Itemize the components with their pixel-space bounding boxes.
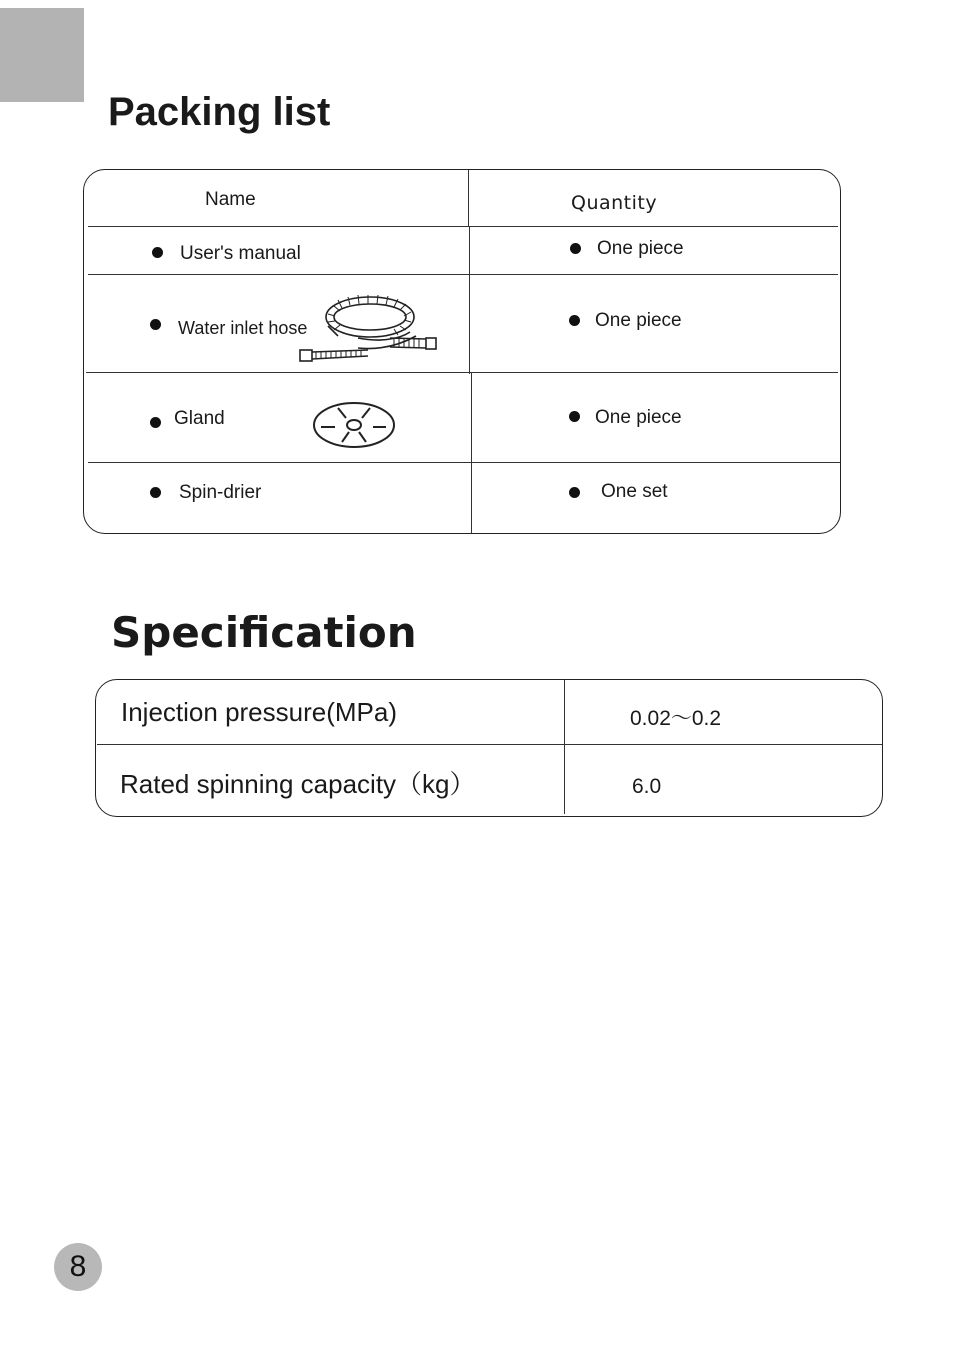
spec-label: Rated spinning capacity（kg） bbox=[120, 769, 476, 799]
table-divider bbox=[97, 744, 882, 745]
bullet bbox=[569, 487, 580, 498]
table-divider bbox=[88, 274, 838, 275]
item-name: Gland bbox=[174, 408, 225, 429]
page-number-text: 8 bbox=[69, 1250, 87, 1283]
packing-list-title: Packing list bbox=[108, 90, 331, 134]
column-divider bbox=[564, 680, 565, 814]
gland-icon bbox=[312, 401, 396, 449]
bullet bbox=[150, 417, 161, 428]
column-divider bbox=[469, 226, 470, 374]
item-quantity: One piece bbox=[595, 310, 682, 331]
item-quantity: One piece bbox=[595, 407, 682, 428]
column-divider bbox=[471, 372, 472, 533]
corner-tab bbox=[0, 8, 84, 102]
page-number bbox=[54, 1243, 102, 1291]
quantity-column-header: Quantity bbox=[571, 192, 658, 214]
specification-title: Specification bbox=[111, 608, 417, 657]
packing-list-table bbox=[83, 169, 841, 534]
item-quantity: One set bbox=[601, 481, 668, 502]
bullet bbox=[152, 247, 163, 258]
spec-value: 0.02～0.2 bbox=[630, 707, 722, 730]
spec-label: Injection pressure(MPa) bbox=[121, 697, 397, 727]
item-name: User's manual bbox=[180, 243, 301, 264]
item-name: Water inlet hose bbox=[178, 318, 308, 338]
water-inlet-hose-icon bbox=[298, 292, 440, 364]
column-divider bbox=[468, 170, 469, 226]
name-column-header: Name bbox=[205, 189, 256, 210]
bullet bbox=[150, 319, 161, 330]
bullet bbox=[569, 411, 580, 422]
table-divider bbox=[88, 462, 840, 463]
bullet bbox=[569, 315, 580, 326]
table-divider bbox=[88, 226, 838, 227]
item-name: Spin-drier bbox=[179, 482, 262, 503]
bullet bbox=[570, 243, 581, 254]
bullet bbox=[150, 487, 161, 498]
item-quantity: One piece bbox=[597, 238, 684, 259]
spec-value: 6.0 bbox=[632, 775, 662, 798]
table-divider bbox=[86, 372, 838, 373]
